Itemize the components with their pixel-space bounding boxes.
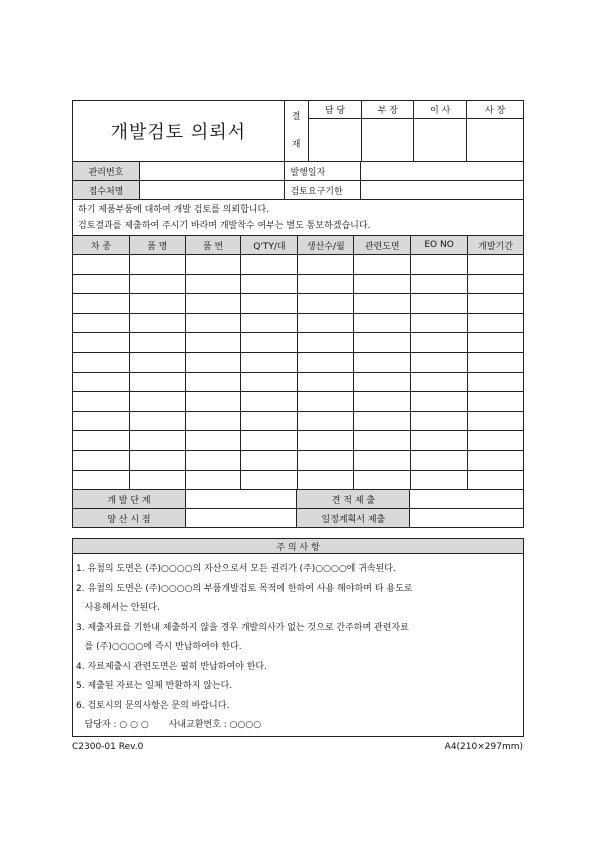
table-cell[interactable]	[241, 372, 298, 392]
table-cell[interactable]	[241, 431, 298, 451]
table-cell[interactable]	[354, 372, 411, 392]
table-cell[interactable]	[468, 431, 524, 451]
table-cell[interactable]	[185, 274, 241, 294]
info-table	[72, 161, 524, 236]
notes-title: 주 의 사 항	[73, 539, 524, 554]
table-row	[73, 255, 524, 275]
table-cell[interactable]	[73, 274, 130, 294]
col-header-monthly-production: 생산수/월	[298, 236, 354, 255]
table-cell[interactable]	[185, 333, 241, 353]
table-cell[interactable]	[129, 411, 185, 431]
issue-date-field[interactable]	[361, 162, 524, 181]
table-cell[interactable]	[411, 450, 468, 470]
table-cell[interactable]	[185, 450, 241, 470]
table-cell[interactable]	[241, 411, 298, 431]
receiver-field[interactable]	[139, 181, 285, 200]
col-header-qty: Q'TY/대	[241, 236, 298, 255]
due-date-label: 검토요구기한	[285, 181, 361, 200]
note-item: 6. 검토시의 문의사항은 문의 바랍니다.	[76, 700, 230, 711]
receiver-label: 접수처명	[73, 181, 140, 200]
table-row	[73, 450, 524, 470]
table-cell[interactable]	[468, 274, 524, 294]
note-item: 담당자 : ○ ○ ○ 사내교환번호 : ○○○○	[76, 720, 262, 730]
mgmt-no-label: 관리번호	[73, 162, 140, 181]
col-header-vehicle: 차 종	[73, 236, 130, 255]
table-cell[interactable]	[73, 333, 130, 353]
table-cell[interactable]	[185, 392, 241, 412]
table-cell[interactable]	[129, 294, 185, 314]
table-row	[73, 431, 524, 451]
table-cell[interactable]	[185, 255, 241, 275]
table-cell[interactable]	[468, 372, 524, 392]
note-item: 2. 유첨의 도면은 (주)○○○○의 부품개발검토 목적에 한하여 사용 해야하며 타 용도로	[76, 583, 413, 594]
table-cell[interactable]	[185, 294, 241, 314]
table-cell[interactable]	[468, 450, 524, 470]
note-item: 를 (주)○○○○에 즉시 반납하여야 한다.	[76, 642, 242, 652]
table-cell[interactable]	[241, 294, 298, 314]
header-table	[72, 100, 524, 162]
table-cell[interactable]	[185, 431, 241, 451]
table-cell[interactable]	[354, 470, 411, 490]
table-cell[interactable]	[129, 431, 185, 451]
col-header-part-name: 품 명	[129, 236, 185, 255]
estimate-field[interactable]	[410, 490, 524, 509]
table-row	[73, 274, 524, 294]
table-cell[interactable]	[468, 255, 524, 275]
table-cell[interactable]	[354, 333, 411, 353]
sign-box-director[interactable]	[414, 119, 467, 162]
table-cell[interactable]	[354, 411, 411, 431]
table-row	[73, 411, 524, 431]
table-cell[interactable]	[298, 274, 354, 294]
table-cell[interactable]	[298, 294, 354, 314]
table-cell[interactable]	[411, 255, 468, 275]
table-cell[interactable]	[354, 274, 411, 294]
table-cell[interactable]	[73, 352, 130, 372]
form-code: C2300-01 Rev.0	[72, 742, 144, 752]
table-cell[interactable]	[241, 392, 298, 412]
sign-box-dept-head[interactable]	[362, 119, 414, 162]
approval-role-director: 이 사	[414, 101, 467, 119]
table-cell[interactable]	[411, 431, 468, 451]
table-cell[interactable]	[129, 450, 185, 470]
sign-box-president[interactable]	[467, 119, 524, 162]
due-date-field[interactable]	[361, 181, 524, 200]
table-cell[interactable]	[73, 450, 130, 470]
notes-body	[73, 554, 524, 737]
table-cell[interactable]	[298, 411, 354, 431]
table-cell[interactable]	[354, 255, 411, 275]
form-title: 개발검토 의뢰서	[73, 101, 285, 162]
table-cell[interactable]	[241, 255, 298, 275]
table-cell[interactable]	[298, 392, 354, 412]
table-row	[73, 392, 524, 412]
table-cell[interactable]	[298, 352, 354, 372]
parts-table	[72, 235, 524, 490]
dev-stage-field[interactable]	[185, 490, 297, 509]
table-cell[interactable]	[241, 352, 298, 372]
table-cell[interactable]	[73, 294, 130, 314]
note-item: 4. 자료제출시 관련도면은 필히 반납하여야 한다.	[76, 661, 267, 672]
table-cell[interactable]	[468, 294, 524, 314]
table-cell[interactable]	[129, 392, 185, 412]
table-cell[interactable]	[129, 372, 185, 392]
col-header-dev-period: 개발기간	[468, 236, 524, 255]
table-row	[73, 313, 524, 333]
table-cell[interactable]	[185, 372, 241, 392]
col-header-part-no: 품 번	[185, 236, 241, 255]
table-cell[interactable]	[129, 333, 185, 353]
table-cell[interactable]	[411, 352, 468, 372]
table-cell[interactable]	[468, 313, 524, 333]
table-row	[73, 470, 524, 490]
approval-role-dept-head: 부 장	[362, 101, 414, 119]
table-cell[interactable]	[298, 470, 354, 490]
table-cell[interactable]	[298, 372, 354, 392]
schedule-label: 일정계획서 제출	[297, 509, 410, 528]
approval-role-president: 사 장	[467, 101, 524, 119]
col-header-drawing: 관련도면	[354, 236, 411, 255]
table-cell[interactable]	[411, 411, 468, 431]
table-cell[interactable]	[129, 352, 185, 372]
table-cell[interactable]	[411, 294, 468, 314]
table-cell[interactable]	[185, 313, 241, 333]
table-cell[interactable]	[468, 352, 524, 372]
paper-size: A4(210×297mm)	[444, 742, 523, 752]
table-cell[interactable]	[73, 392, 130, 412]
table-cell[interactable]	[468, 392, 524, 412]
estimate-label: 견 적 제 출	[297, 490, 410, 509]
table-cell[interactable]	[411, 392, 468, 412]
table-cell[interactable]	[298, 313, 354, 333]
note-item: 3. 제출자료를 기한내 제출하지 않을 경우 개발의사가 없는 것으로 간주하며 관련자료	[76, 622, 409, 633]
table-cell[interactable]	[298, 333, 354, 353]
notes-box	[72, 538, 524, 737]
schedule-field[interactable]	[410, 509, 524, 528]
table-cell[interactable]	[298, 255, 354, 275]
mass-prod-field[interactable]	[185, 509, 297, 528]
table-cell[interactable]	[468, 333, 524, 353]
col-header-eo-no: EO NO	[411, 236, 468, 255]
table-cell[interactable]	[354, 352, 411, 372]
table-cell[interactable]	[73, 372, 130, 392]
dev-stage-label: 개 발 단 계	[73, 490, 186, 509]
table-cell[interactable]	[298, 431, 354, 451]
table-cell[interactable]	[354, 392, 411, 412]
table-cell[interactable]	[468, 411, 524, 431]
table-cell[interactable]	[411, 470, 468, 490]
table-cell[interactable]	[73, 255, 130, 275]
table-cell[interactable]	[129, 313, 185, 333]
table-cell[interactable]	[241, 333, 298, 353]
table-cell[interactable]	[185, 470, 241, 490]
note-item: 사용해서는 안된다.	[76, 603, 160, 613]
summary-table	[72, 489, 524, 528]
table-cell[interactable]	[73, 411, 130, 431]
table-cell[interactable]	[241, 274, 298, 294]
issue-date-label: 발행일자	[285, 162, 361, 181]
mgmt-no-field[interactable]	[139, 162, 285, 181]
table-cell[interactable]	[468, 470, 524, 490]
table-cell[interactable]	[354, 450, 411, 470]
note-item: 5. 제출된 자료는 일체 반환하지 않는다.	[76, 681, 233, 691]
table-cell[interactable]	[129, 255, 185, 275]
table-cell[interactable]	[241, 313, 298, 333]
table-cell[interactable]	[73, 470, 130, 490]
table-cell[interactable]	[185, 352, 241, 372]
table-cell[interactable]	[73, 431, 130, 451]
table-cell[interactable]	[411, 274, 468, 294]
table-cell[interactable]	[241, 470, 298, 490]
sign-box-manager[interactable]	[308, 119, 362, 162]
table-cell[interactable]	[411, 372, 468, 392]
note-item: 1. 유첨의 도면은 (주)○○○○의 자산으로서 모든 권리가 (주)○○○○에 귀속된다.	[76, 564, 396, 574]
table-row	[73, 333, 524, 353]
table-cell[interactable]	[129, 274, 185, 294]
table-cell[interactable]	[298, 450, 354, 470]
table-cell[interactable]	[354, 294, 411, 314]
table-cell[interactable]	[411, 333, 468, 353]
table-cell[interactable]	[73, 313, 130, 333]
table-cell[interactable]	[354, 313, 411, 333]
table-cell[interactable]	[129, 470, 185, 490]
table-cell[interactable]	[185, 411, 241, 431]
table-cell[interactable]	[354, 431, 411, 451]
table-row	[73, 352, 524, 372]
table-cell[interactable]	[411, 313, 468, 333]
notes-list	[73, 554, 523, 736]
approval-label: 결 재	[284, 101, 308, 162]
table-row	[73, 372, 524, 392]
table-cell[interactable]	[241, 450, 298, 470]
table-row	[73, 294, 524, 314]
intro-text: 하기 제품부품에 대하여 개발 검토를 의뢰합니다. 검토결과를 제출하여 주시기 바라며 개발착수 여부는 별도 통보하겠습니다.	[73, 200, 524, 236]
mass-prod-label: 양 산 시 점	[73, 509, 186, 528]
approval-role-manager: 담 당	[308, 101, 362, 119]
